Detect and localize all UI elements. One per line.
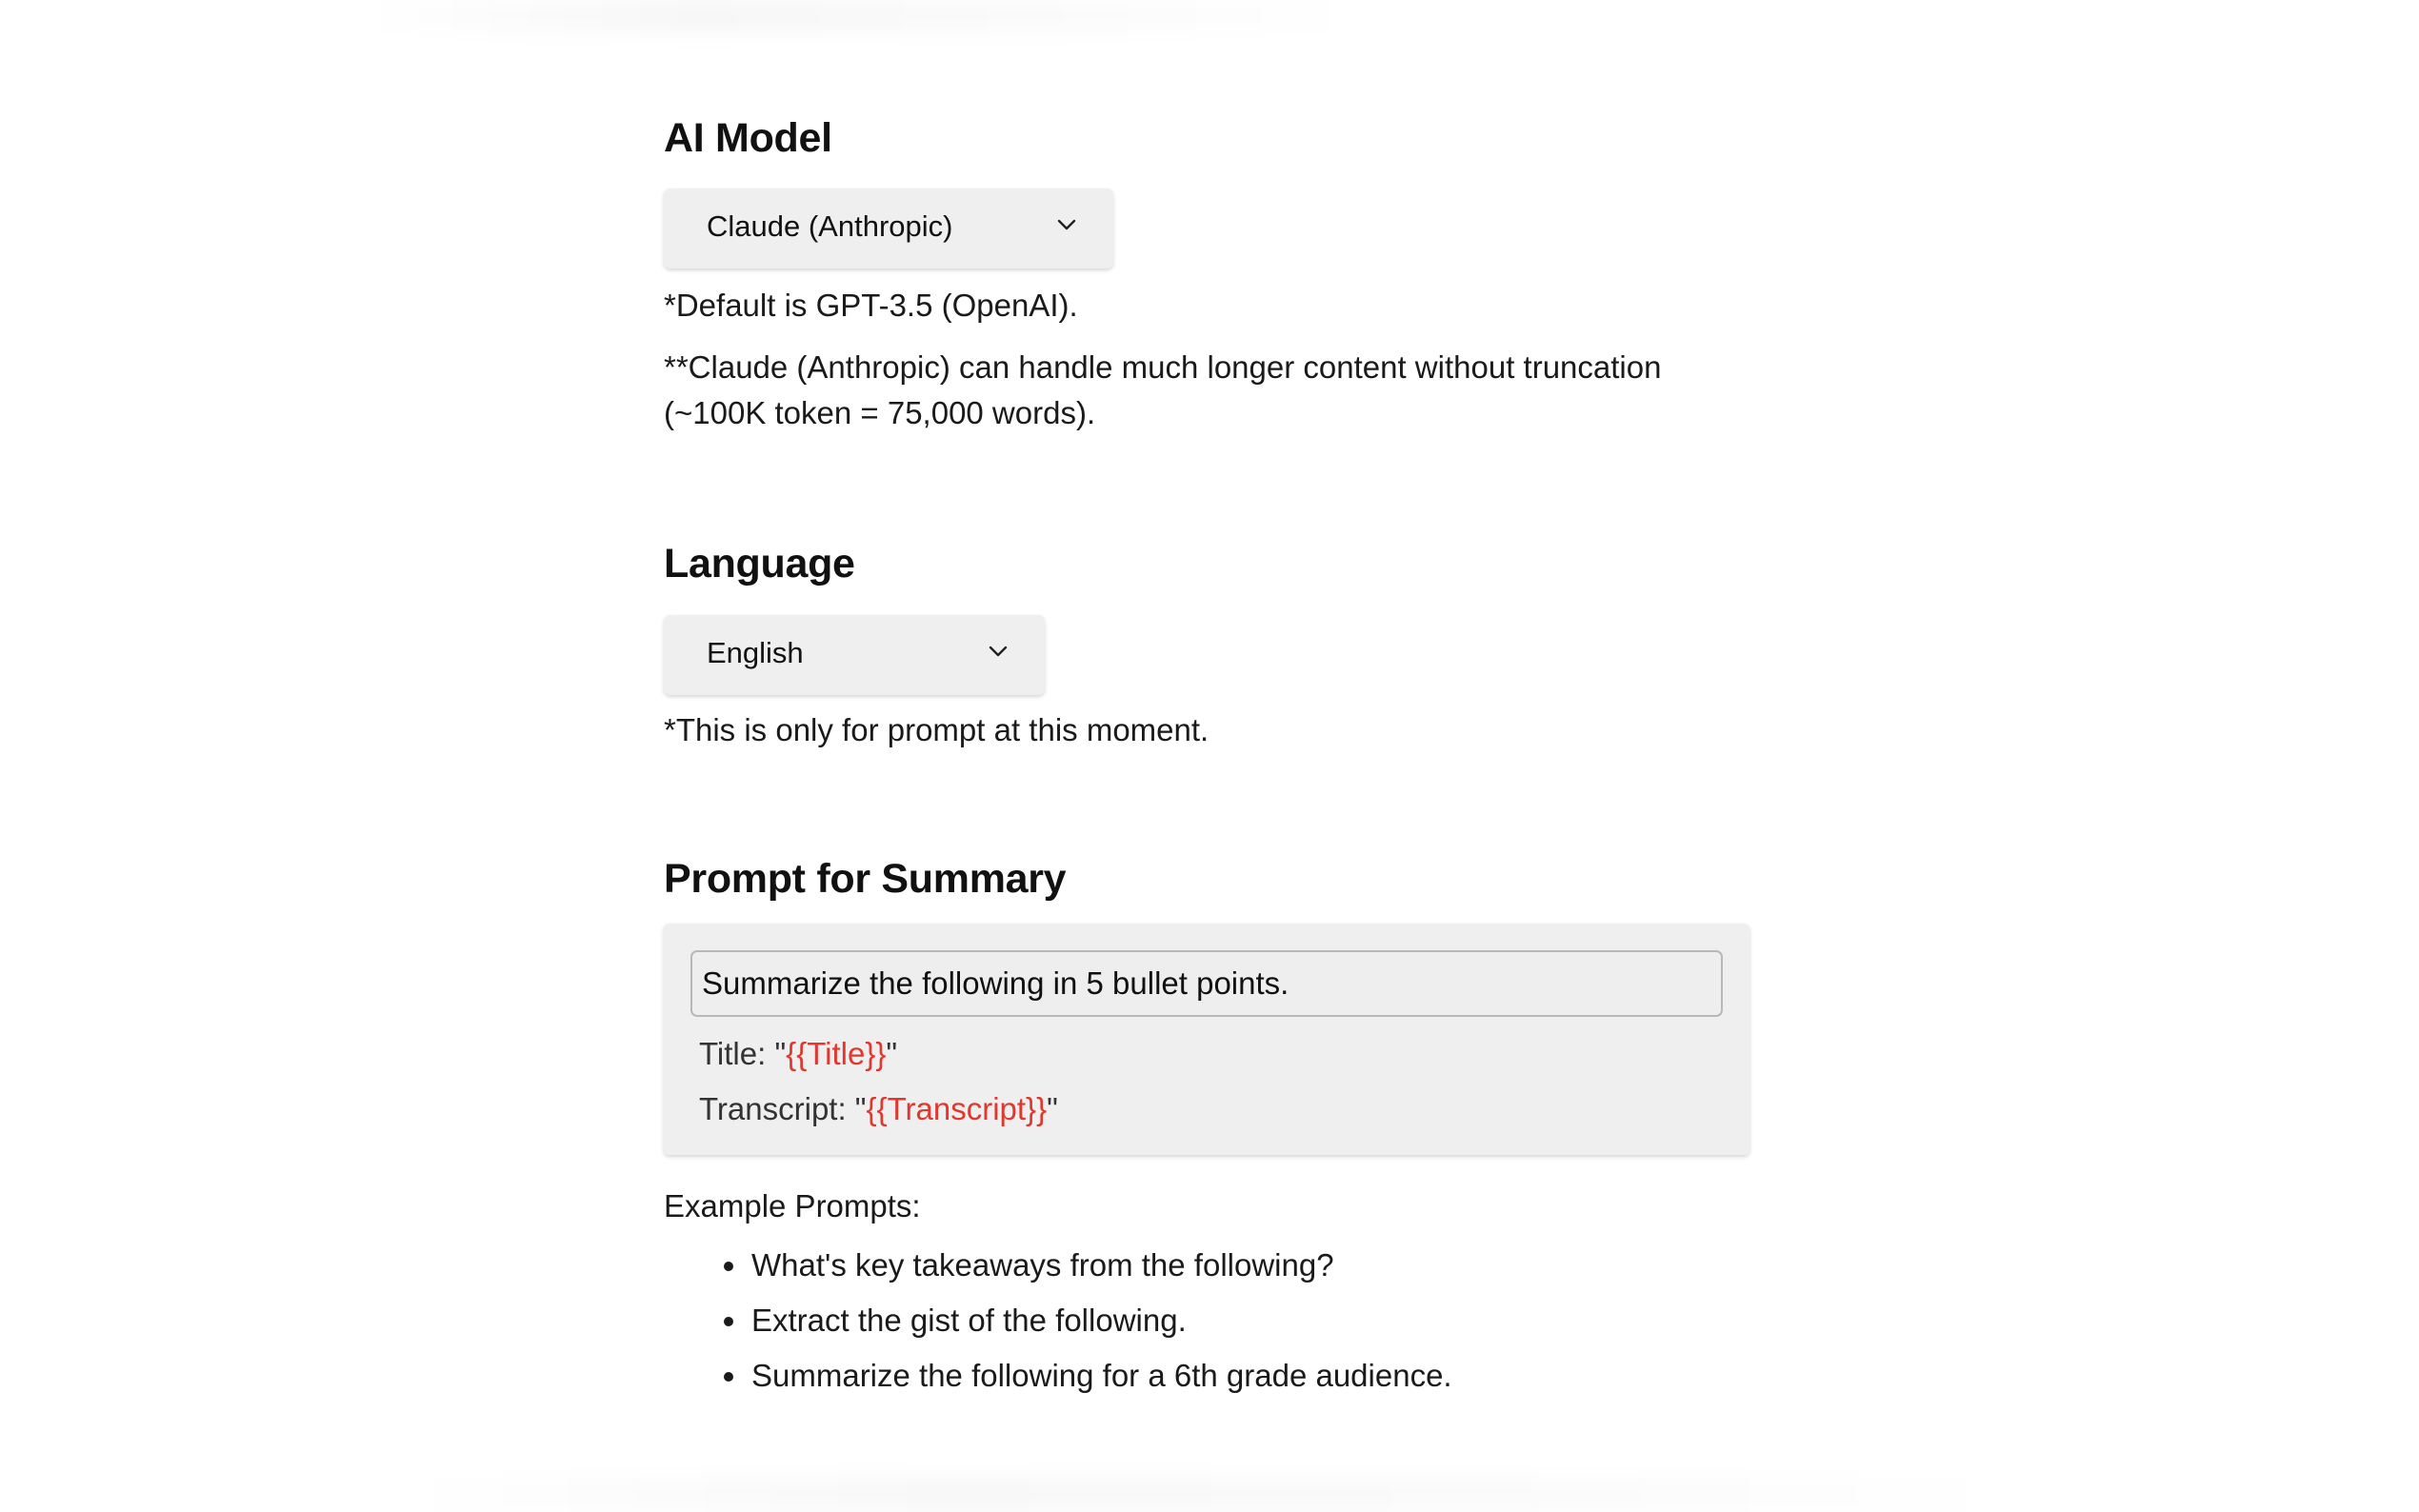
prompt-transcript-suffix: " (1047, 1091, 1058, 1126)
top-shadow (362, 0, 1362, 32)
transcript-variable: {{Transcript}} (866, 1091, 1048, 1126)
example-prompt-item (664, 1358, 1452, 1413)
title-variable: {{Title}} (786, 1036, 887, 1071)
example-prompts-label: Example Prompts: (664, 1188, 921, 1224)
language-note: *This is only for prompt at this moment. (664, 712, 1210, 747)
prompt-title-prefix: Title: " (699, 1036, 787, 1071)
chevron-down-icon (1056, 217, 1077, 232)
bullet-icon (724, 1317, 733, 1326)
example-prompt-text: Extract the gist of the following. (751, 1303, 1187, 1338)
example-prompt-text: What's key takeaways from the following? (751, 1247, 1334, 1283)
prompt-transcript-prefix: Transcript: " (699, 1091, 867, 1126)
prompt-heading: Prompt for Summary (664, 856, 1067, 902)
language-heading: Language (664, 541, 855, 587)
example-prompt-item (664, 1247, 1452, 1303)
language-select[interactable] (664, 615, 1045, 695)
prompt-transcript-line[interactable] (699, 1091, 1058, 1127)
ai-model-claude-note-line2: (~100K token = 75,000 words). (664, 395, 1096, 430)
chevron-down-icon (988, 644, 1009, 659)
prompt-editor[interactable] (664, 924, 1749, 1155)
ai-model-default-note: *Default is GPT-3.5 (OpenAI). (664, 288, 1078, 323)
example-prompts-list (664, 1247, 1452, 1413)
ai-model-heading: AI Model (664, 115, 832, 161)
example-prompt-text: Summarize the following for a 6th grade audience. (751, 1358, 1452, 1393)
example-prompt-item (664, 1303, 1452, 1358)
prompt-input[interactable] (690, 950, 1723, 1017)
bottom-shadow (400, 1478, 2019, 1512)
prompt-title-line[interactable] (699, 1036, 897, 1072)
bullet-icon (724, 1262, 733, 1271)
ai-model-claude-note-line1: **Claude (Anthropic) can handle much longer content without truncation (664, 349, 1662, 385)
bullet-icon (724, 1372, 733, 1382)
prompt-title-suffix: " (886, 1036, 898, 1071)
ai-model-select[interactable] (664, 189, 1113, 269)
language-select-value: English (707, 636, 804, 669)
ai-model-select-value: Claude (Anthropic) (707, 209, 953, 243)
